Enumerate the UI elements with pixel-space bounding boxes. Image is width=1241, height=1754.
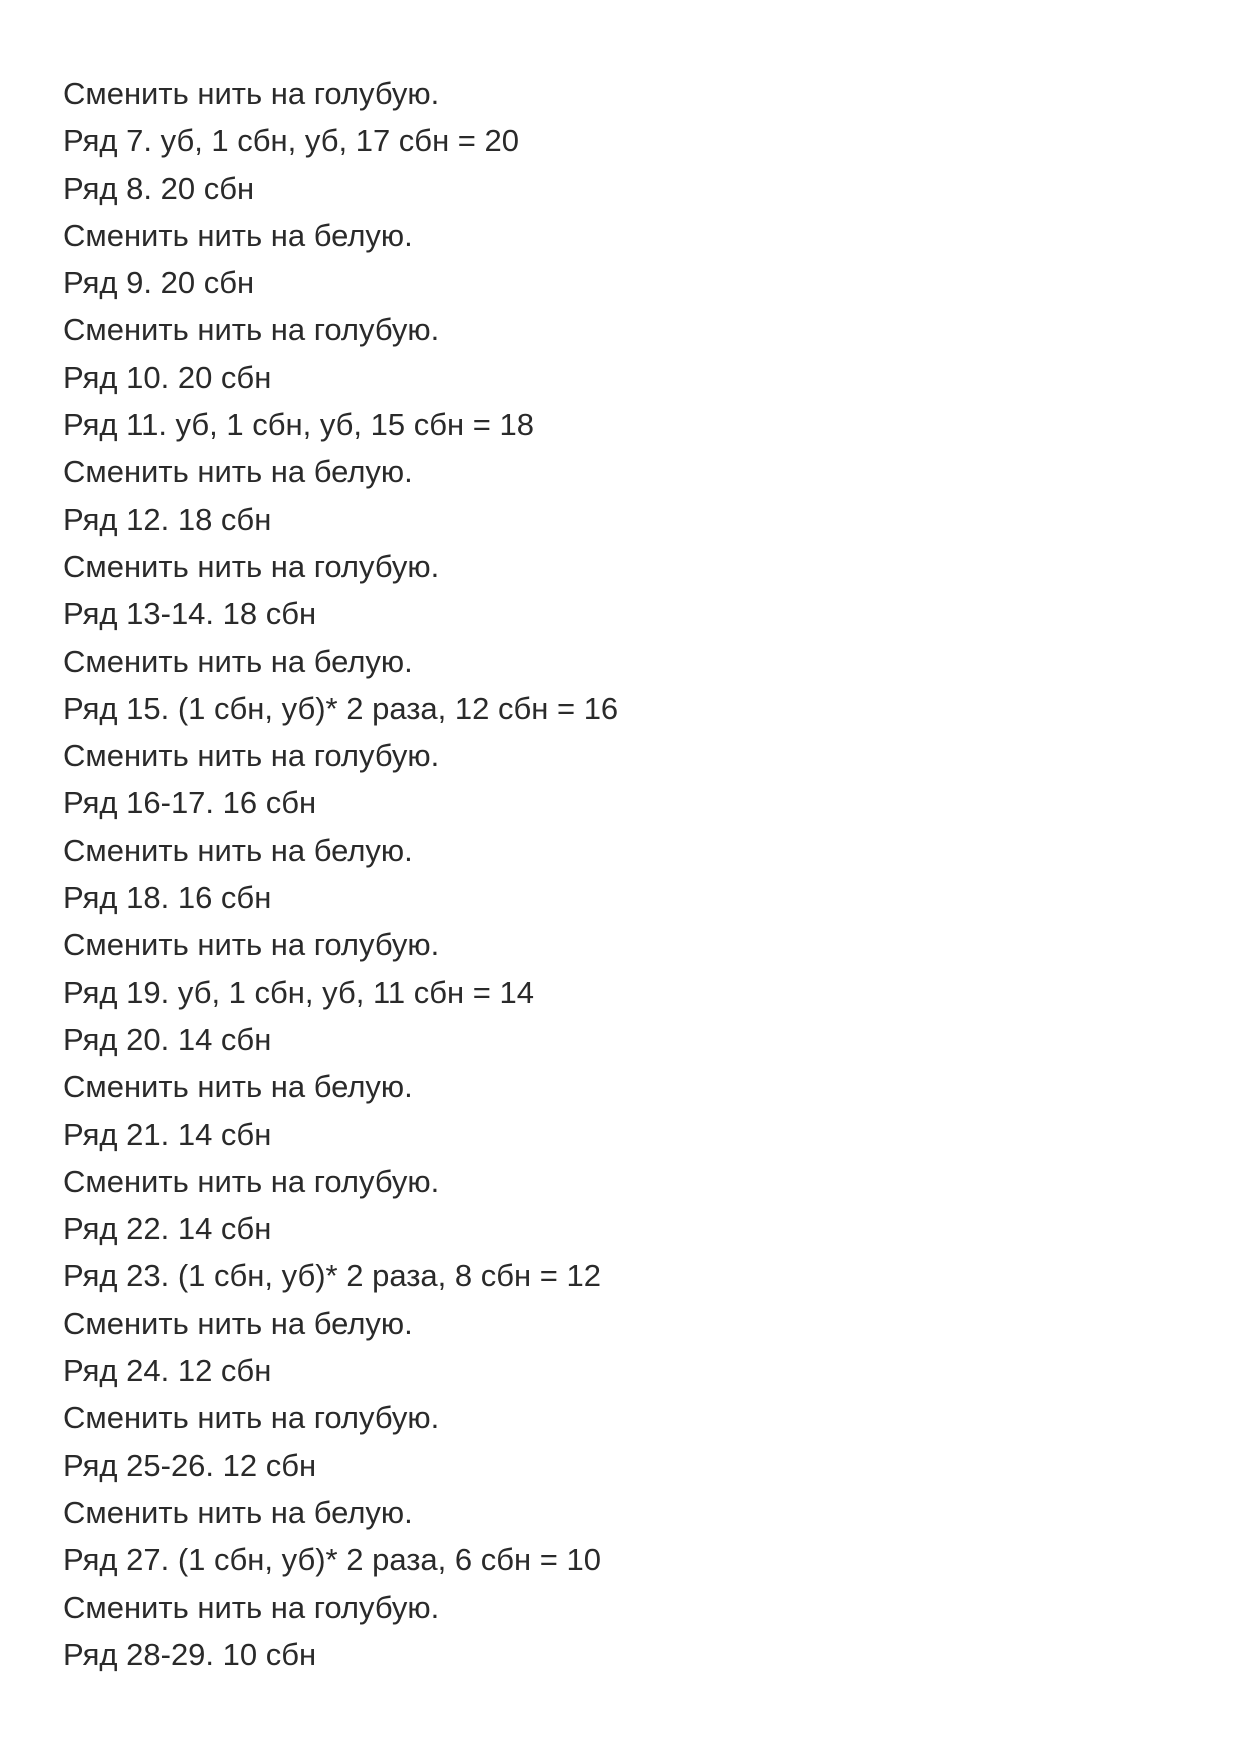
document-page — [63, 70, 1163, 1678]
text-line: Сменить нить на голубую. — [63, 312, 440, 348]
text-line: Ряд 13-14. 18 сбн — [63, 596, 317, 632]
text-line: Ряд 22. 14 сбн — [63, 1211, 272, 1247]
text-line: Ряд 21. 14 сбн — [63, 1116, 272, 1152]
text-line: Сменить нить на голубую. — [63, 927, 440, 963]
text-line: Сменить нить на голубую. — [63, 738, 440, 774]
text-line: Сменить нить на голубую. — [63, 76, 440, 111]
text-line: Ряд 9. 20 сбн — [63, 265, 255, 301]
text-line: Ряд 16-17. 16 сбн — [63, 785, 317, 821]
text-line: Ряд 24. 12 сбн — [63, 1353, 272, 1389]
text-line: Сменить нить на голубую. — [63, 1163, 440, 1199]
text-line: Сменить нить на голубую. — [63, 1589, 440, 1625]
text-line: Сменить нить на белую. — [63, 1069, 413, 1105]
text-line: Сменить нить на голубую. — [63, 548, 440, 584]
text-line: Сменить нить на белую. — [63, 643, 413, 679]
text-line: Ряд 15. (1 сбн, уб)* 2 раза, 12 сбн = 16 — [63, 690, 619, 726]
text-line: Ряд 10. 20 сбн — [63, 359, 272, 395]
text-line: Ряд 7. уб, 1 сбн, уб, 17 сбн = 20 — [63, 123, 519, 159]
text-line: Ряд 23. (1 сбн, уб)* 2 раза, 8 сбн = 12 — [63, 1258, 601, 1294]
text-line: Сменить нить на белую. — [63, 454, 413, 490]
text-line: Ряд 18. 16 сбн — [63, 880, 272, 916]
text-line: Ряд 8. 20 сбн — [63, 170, 255, 206]
text-line: Ряд 19. уб, 1 сбн, уб, 11 сбн = 14 — [63, 974, 534, 1010]
text-line: Ряд 25-26. 12 сбн — [63, 1447, 317, 1483]
text-line: Сменить нить на белую. — [63, 1494, 413, 1530]
text-line: Сменить нить на белую. — [63, 832, 413, 868]
text-line: Сменить нить на голубую. — [63, 1400, 440, 1436]
text-line: Ряд 12. 18 сбн — [63, 501, 272, 537]
text-line: Ряд 27. (1 сбн, уб)* 2 раза, 6 сбн = 10 — [63, 1542, 601, 1578]
text-line: Ряд 20. 14 сбн — [63, 1021, 272, 1057]
text-line: Ряд 11. уб, 1 сбн, уб, 15 сбн = 18 — [63, 407, 534, 443]
text-line: Сменить нить на белую. — [63, 1305, 413, 1341]
text-line: Сменить нить на белую. — [63, 217, 413, 253]
text-line: Ряд 28-29. 10 сбн — [63, 1636, 317, 1672]
